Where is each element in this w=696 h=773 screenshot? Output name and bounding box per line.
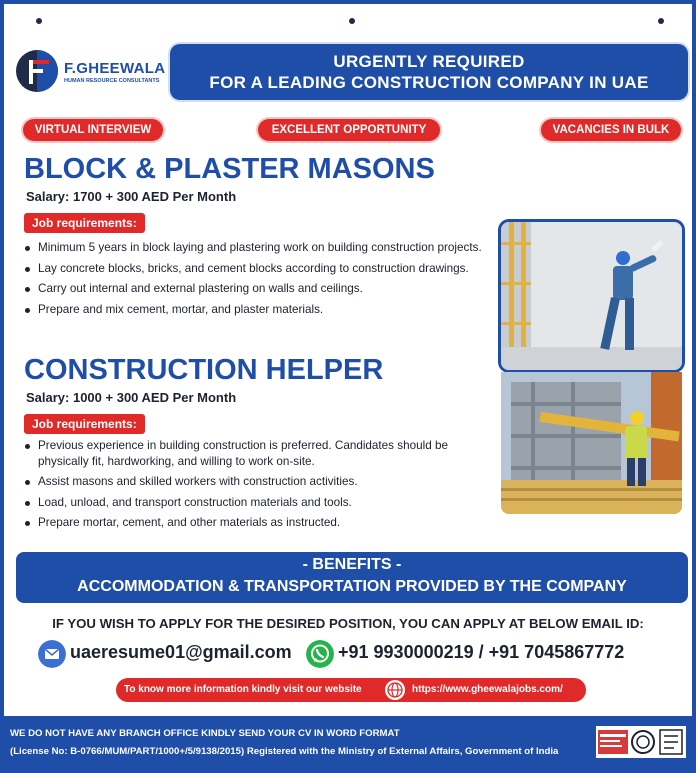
job-title-masons: BLOCK & PLASTER MASONS [24,153,435,185]
whatsapp-icon [306,640,334,668]
email-address[interactable]: uaeresume01@gmail.com [70,642,292,662]
headline-line1: URGENTLY REQUIRED [333,52,525,71]
certification-badges-icon [596,726,686,758]
benefits-heading: - BENEFITS - [302,556,402,573]
salary-helper: Salary: 1000 + 300 AED Per Month [26,390,237,405]
top-dot [658,18,664,24]
badge-excellent-opportunity: EXCELLENT OPPORTUNITY [258,119,440,141]
mason-photo [501,222,682,370]
requirements-label: Job requirements: [24,213,145,233]
requirements-list-masons [24,240,494,322]
list-item: Carry out internal and external plastering on walls and ceilings. [24,281,494,297]
list-item: Minimum 5 years in block laying and plastering work on building construction projects. [24,240,494,256]
website-url[interactable]: https://www.gheewalajobs.com/ [412,684,563,695]
footer [4,716,692,773]
salary-masons: Salary: 1700 + 300 AED Per Month [26,189,237,204]
company-name: F.GHEEWALA [64,60,166,77]
headline-line2: FOR A LEADING CONSTRUCTION COMPANY IN UAE [209,73,649,92]
website-info: To know more information kindly visit our website [124,684,362,695]
globe-icon [384,679,406,701]
list-item: Prepare mortar, cement, and other materials as instructed. [24,515,494,531]
requirements-label: Job requirements: [24,414,145,434]
list-item: Lay concrete blocks, bricks, and cement blocks according to construction drawings. [24,261,494,277]
mail-icon [38,640,66,668]
footer-license: (License No: B-0766/MUM/PART/1000+/5/9138/2015) Registered with the Ministry of External Affairs, Government of India [10,746,559,757]
helper-photo [501,372,682,514]
list-item: Prepare and mix cement, mortar, and plaster materials. [24,302,494,318]
job-title-helper: CONSTRUCTION HELPER [24,354,384,386]
benefits-banner [16,552,688,603]
top-dot [36,18,42,24]
email-contact[interactable] [38,640,298,670]
footer-notice: WE DO NOT HAVE ANY BRANCH OFFICE KINDLY SEND YOUR CV IN WORD FORMAT [10,728,400,739]
list-item: Assist masons and skilled workers with construction activities. [24,474,494,490]
list-item: Load, unload, and transport construction materials and tools. [24,495,494,511]
phone-contact[interactable] [306,640,668,670]
badge-virtual-interview: VIRTUAL INTERVIEW [23,119,163,141]
phone-numbers[interactable]: +91 9930000219 / +91 7045867772 [338,642,625,662]
logo-mark-icon [14,48,60,94]
website-banner[interactable] [116,678,586,702]
apply-instructions: IF YOU WISH TO APPLY FOR THE DESIRED POSITION, YOU CAN APPLY AT BELOW EMAIL ID: [52,616,644,631]
badge-vacancies-bulk: VACANCIES IN BULK [541,119,681,141]
company-logo [14,48,174,96]
top-dot [349,18,355,24]
headline-banner [170,44,688,100]
list-item: Previous experience in building construction is preferred. Candidates should be physically fit, hardworking, and willing to work on-site. [24,438,494,469]
company-tagline: HUMAN RESOURCE CONSULTANTS [64,78,160,84]
benefits-text: ACCOMMODATION & TRANSPORTATION PROVIDED BY THE COMPANY [77,578,627,595]
requirements-list-helper [24,438,494,536]
